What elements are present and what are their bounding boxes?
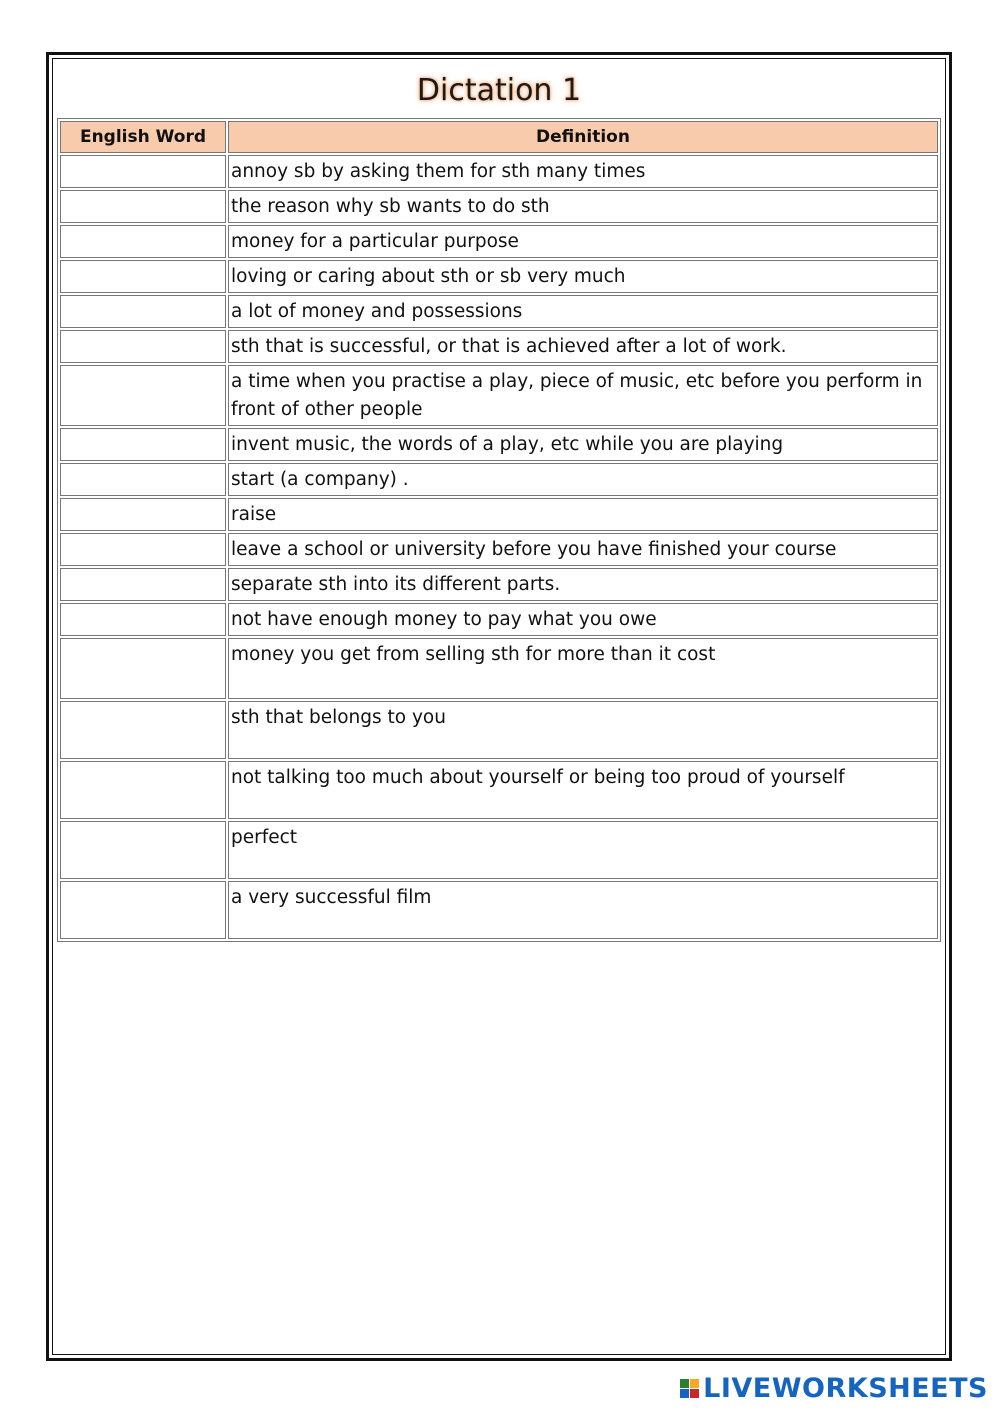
definition-cell: the reason why sb wants to do sth [228,190,938,223]
definition-cell: start (a company) . [228,463,938,496]
table-row [60,260,938,293]
header-definition: Definition [228,121,938,153]
definition-cell: leave a school or university before you have finished your course [228,533,938,566]
table-row [60,365,938,426]
answer-cell[interactable] [60,295,226,328]
answer-cell[interactable] [60,190,226,223]
page-title: Dictation 1 [416,73,582,108]
table-row [60,190,938,223]
answer-cell[interactable] [60,330,226,363]
table-row [60,638,938,699]
definition-cell: not talking too much about yourself or being too proud of yourself [228,761,938,819]
answer-cell[interactable] [60,260,226,293]
definition-cell: a lot of money and possessions [228,295,938,328]
answer-cell[interactable] [60,498,226,531]
table-row [60,498,938,531]
answer-cell[interactable] [60,463,226,496]
answer-cell[interactable] [60,821,226,879]
table-row [60,295,938,328]
table-row [60,428,938,461]
table-row [60,533,938,566]
definition-cell: raise [228,498,938,531]
answer-cell[interactable] [60,533,226,566]
table-row [60,821,938,879]
table-row [60,155,938,188]
definition-cell: sth that is successful, or that is achieved after a lot of work. [228,330,938,363]
answer-cell[interactable] [60,761,226,819]
table-row [60,463,938,496]
table-row [60,603,938,636]
answer-cell[interactable] [60,881,226,939]
page-inner-border [52,58,946,1355]
answer-cell[interactable] [60,603,226,636]
table-row [60,881,938,939]
answer-cell[interactable] [60,568,226,601]
answer-cell[interactable] [60,365,226,426]
logo-text: LIVEWORKSHEETS [703,1373,988,1404]
definition-cell: perfect [228,821,938,879]
liveworksheets-logo[interactable] [680,1373,988,1404]
definition-cell: a time when you practise a play, piece of music, etc before you perform in front of other people [228,365,938,426]
table-row [60,701,938,759]
answer-cell[interactable] [60,225,226,258]
table-row [60,568,938,601]
definition-cell: money you get from selling sth for more than it cost [228,638,938,699]
page-border [46,52,952,1361]
definition-cell: separate sth into its different parts. [228,568,938,601]
definition-cell: a very successful film [228,881,938,939]
answer-cell[interactable] [60,155,226,188]
definition-cell: not have enough money to pay what you owe [228,603,938,636]
table-row [60,225,938,258]
definition-cell: invent music, the words of a play, etc while you are playing [228,428,938,461]
table-row [60,330,938,363]
liveworksheets-logo-icon [680,1379,699,1398]
header-english-word: English Word [60,121,226,153]
definition-cell: money for a particular purpose [228,225,938,258]
answer-cell[interactable] [60,638,226,699]
definition-cell: loving or caring about sth or sb very much [228,260,938,293]
table-header-row [60,121,938,153]
dictation-table [57,118,941,942]
table-row [60,761,938,819]
definition-cell: annoy sb by asking them for sth many times [228,155,938,188]
definition-cell: sth that belongs to you [228,701,938,759]
answer-cell[interactable] [60,701,226,759]
answer-cell[interactable] [60,428,226,461]
